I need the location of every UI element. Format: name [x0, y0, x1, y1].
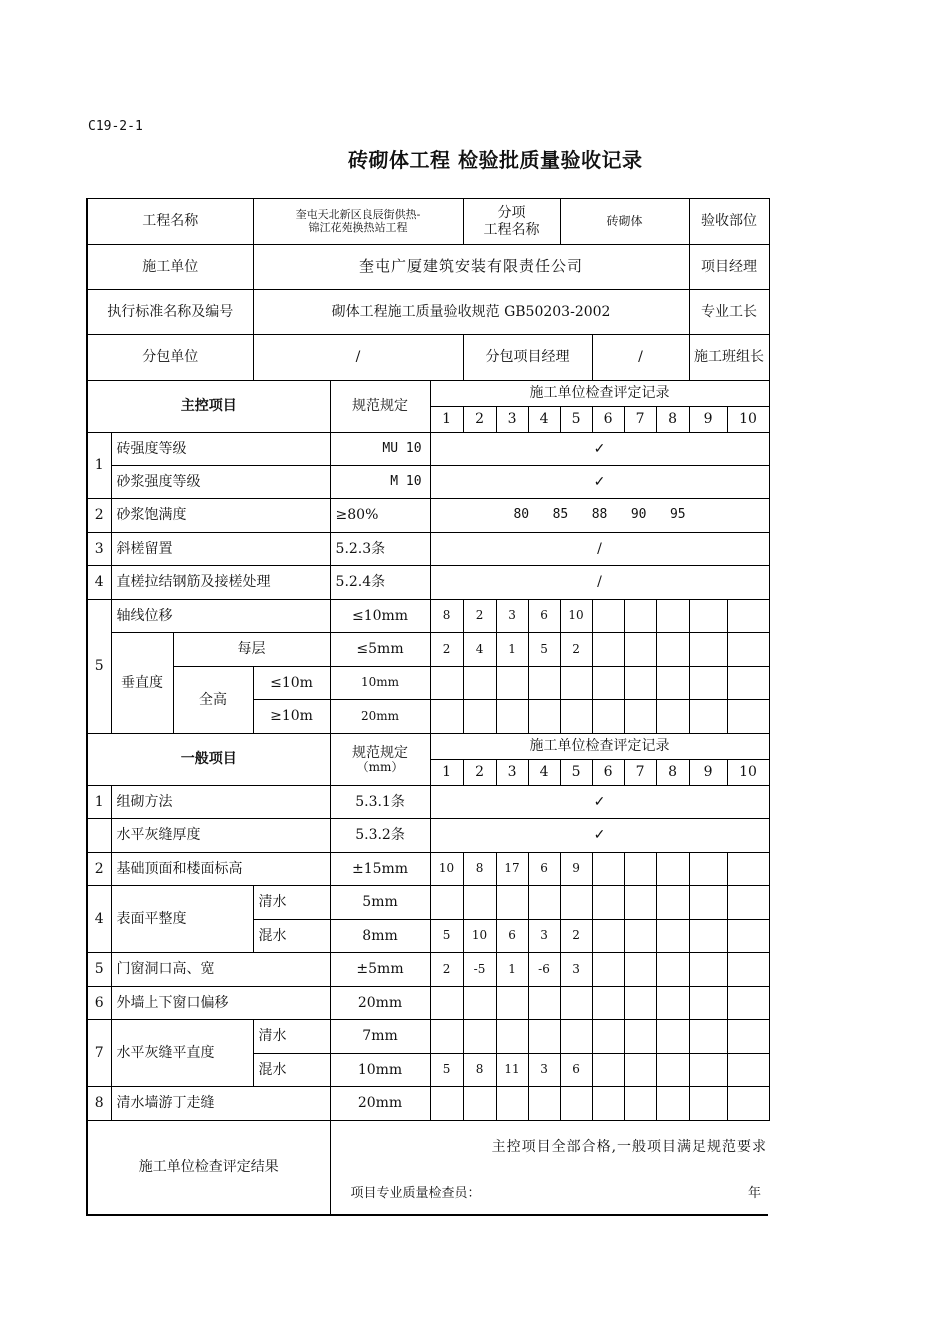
sub-type-label: 混水: [253, 920, 330, 953]
measure-cell: [463, 700, 496, 734]
item-spec: 5.3.1条: [330, 786, 430, 819]
measure-cell: -6: [528, 953, 560, 987]
item-no: 5: [87, 953, 111, 987]
item-label: 门窗洞口高、宽: [111, 953, 330, 987]
measure-cell: 3: [496, 600, 528, 633]
measure-cell: [592, 953, 624, 987]
col-num: 6: [592, 760, 624, 786]
item-spec: 5.3.2条: [330, 819, 430, 853]
inspector-label: 项目专业质量检查员：: [350, 1186, 481, 1202]
sub-project-label-line1: 分项: [497, 205, 526, 222]
measure-cell: [624, 633, 656, 667]
col-num: 7: [624, 760, 656, 786]
item-spec: 5.2.4条: [330, 566, 430, 600]
measure-cell: 5: [528, 633, 560, 667]
measure-cell: 2: [560, 633, 592, 667]
item-spec: 7mm: [330, 1020, 430, 1054]
table-row: [87, 786, 769, 819]
vertical-label: 垂直度: [111, 633, 173, 734]
measure-cell: [656, 987, 689, 1020]
measure-cell: [624, 920, 656, 953]
col-num: 8: [656, 407, 689, 433]
item-no: 2: [87, 853, 111, 886]
measure-cell: [727, 987, 769, 1020]
general-spec-heading: [330, 734, 430, 786]
col-num: 1: [430, 760, 463, 786]
measure-cell: [624, 886, 656, 920]
main-control-header: [87, 381, 769, 407]
subcontractor-value: /: [253, 335, 463, 381]
col-num: 10: [727, 760, 769, 786]
sub-type-label: 混水: [253, 1054, 330, 1087]
item-no: 3: [87, 533, 111, 566]
item-no: 1: [87, 786, 111, 819]
item-no: 1: [87, 433, 111, 499]
item-no: 4: [87, 566, 111, 600]
item-label: 轴线位移: [111, 600, 330, 633]
measure-cell: [430, 987, 463, 1020]
table-row: [87, 667, 769, 700]
col-num: 7: [624, 407, 656, 433]
measure-cell: [560, 1020, 592, 1054]
main-spec-heading: 规范规定: [330, 381, 430, 433]
col-num: 4: [528, 760, 560, 786]
item-label: 砂浆饱满度: [111, 499, 330, 533]
item-label: 清水墙游丁走缝: [111, 1087, 330, 1121]
measure-cell: [727, 1020, 769, 1054]
item-result: /: [430, 533, 769, 566]
measure-cell: [592, 886, 624, 920]
inspection-record-table: [86, 198, 770, 1216]
bottom-rule: [328, 1214, 768, 1216]
table-row: [87, 1087, 769, 1121]
measure-cell: [592, 700, 624, 734]
item-spec: 20mm: [330, 987, 430, 1020]
item-label: 砖强度等级: [111, 433, 330, 466]
info-row-standard: [87, 290, 769, 335]
sub-project-label-line2: 工程名称: [483, 221, 540, 238]
col-num: 3: [496, 407, 528, 433]
check-mark: ✓: [430, 433, 769, 466]
col-num: 3: [496, 760, 528, 786]
measure-cell: [528, 1087, 560, 1121]
measure-cell: 2: [430, 633, 463, 667]
measure-cell: 6: [496, 920, 528, 953]
table-row: [87, 633, 769, 667]
info-row-project: [87, 199, 769, 245]
sub-project-label: [463, 199, 560, 245]
project-name-line2: 锦江花苑换热站工程: [308, 220, 408, 234]
item-no: 2: [87, 499, 111, 533]
item-no: 4: [87, 886, 111, 953]
measure-cell: [727, 1087, 769, 1121]
measure-cell: 11: [496, 1054, 528, 1087]
col-num: 5: [560, 760, 592, 786]
item-spec: 5mm: [330, 886, 430, 920]
measure-cell: [528, 886, 560, 920]
foreman-label: 专业工长: [689, 290, 769, 335]
measure-cell: 10: [463, 920, 496, 953]
item-spec: M 10: [330, 466, 430, 499]
measure-cell: [560, 700, 592, 734]
col-num: 8: [656, 760, 689, 786]
measure-cell: [656, 953, 689, 987]
measure-cell: 8: [430, 600, 463, 633]
col-num: 2: [463, 760, 496, 786]
measure-cell: [727, 633, 769, 667]
measure-cell: [560, 886, 592, 920]
measure-cell: [689, 987, 727, 1020]
measure-cell: [656, 600, 689, 633]
project-manager-label: 项目经理: [689, 245, 769, 290]
item-no: 8: [87, 1087, 111, 1121]
measure-cell: [430, 1087, 463, 1121]
measure-cell: [689, 1054, 727, 1087]
measure-cell: [592, 920, 624, 953]
acceptance-part-label: 验收部位: [689, 199, 769, 245]
full-height-label: 全高: [173, 667, 253, 734]
measure-cell: [496, 1087, 528, 1121]
measure-cell: [689, 600, 727, 633]
general-heading: 一般项目: [87, 734, 330, 786]
measure-cell: [592, 987, 624, 1020]
item-no: [87, 819, 111, 853]
measure-cell: [656, 667, 689, 700]
measure-cell: [463, 987, 496, 1020]
project-name-label: 工程名称: [87, 199, 253, 245]
table-row: [87, 819, 769, 853]
measure-cell: [656, 886, 689, 920]
check-mark: ✓: [430, 466, 769, 499]
measure-cell: 5: [430, 1054, 463, 1087]
measure-cell: [592, 1087, 624, 1121]
measure-cell: 9: [560, 853, 592, 886]
info-row-contractor: [87, 245, 769, 290]
item-label: 组砌方法: [111, 786, 330, 819]
item-no: 6: [87, 987, 111, 1020]
info-row-subcontractor: [87, 335, 769, 381]
measure-cell: 2: [463, 600, 496, 633]
general-spec-heading-line1: 规范规定: [352, 744, 409, 761]
measure-cell: [560, 1087, 592, 1121]
measure-cell: [624, 853, 656, 886]
measure-cell: [592, 1054, 624, 1087]
measure-cell: [689, 953, 727, 987]
standard-label: 执行标准名称及编号: [87, 290, 253, 335]
item-label: 基础顶面和楼面标高: [111, 853, 330, 886]
measure-cell: 4: [463, 633, 496, 667]
measure-cell: [727, 600, 769, 633]
item-label: 外墙上下窗口偏移: [111, 987, 330, 1020]
measure-cell: [430, 667, 463, 700]
item-label: 水平灰缝平直度: [111, 1020, 253, 1087]
measure-cell: 6: [528, 600, 560, 633]
table-row: [87, 566, 769, 600]
sub-type-label: 清水: [253, 886, 330, 920]
item-no: 7: [87, 1020, 111, 1087]
measure-cell: [727, 667, 769, 700]
main-control-heading: 主控项目: [87, 381, 330, 433]
measure-cell: -5: [463, 953, 496, 987]
measure-cell: [560, 987, 592, 1020]
measure-cell: 5: [430, 920, 463, 953]
measure-cell: [528, 700, 560, 734]
result-label: 施工单位检查评定结果: [87, 1121, 330, 1215]
item-label: 砂浆强度等级: [111, 466, 330, 499]
year-label: 年: [748, 1186, 762, 1202]
item-label: 表面平整度: [111, 886, 253, 953]
result-conclusion: 主控项目全部合格,一般项目满足规范要求: [491, 1139, 768, 1156]
measure-cell: [727, 953, 769, 987]
measure-cell: [496, 886, 528, 920]
measure-cell: 8: [463, 853, 496, 886]
measure-cell: [689, 633, 727, 667]
col-num: 10: [727, 407, 769, 433]
measure-cell: [624, 1020, 656, 1054]
item-spec: ≤10mm: [330, 600, 430, 633]
measure-cell: [463, 667, 496, 700]
measure-cell: [689, 1087, 727, 1121]
fh-range-label: ≥10m: [253, 700, 330, 734]
item-result: 80 85 88 90 95: [430, 499, 769, 533]
measure-cell: [656, 1054, 689, 1087]
measure-cell: [463, 1020, 496, 1054]
measure-cell: [689, 667, 727, 700]
measure-cell: [528, 667, 560, 700]
result-content: [330, 1121, 769, 1215]
measure-cell: [592, 1020, 624, 1054]
measure-cell: [624, 953, 656, 987]
table-row: [87, 853, 769, 886]
table-row: [87, 886, 769, 920]
general-header: [87, 734, 769, 760]
item-spec: ≤5mm: [330, 633, 430, 667]
item-no: 5: [87, 600, 111, 734]
item-spec: 8mm: [330, 920, 430, 953]
measure-cell: 8: [463, 1054, 496, 1087]
item-spec: 10mm: [330, 1054, 430, 1087]
measure-cell: [624, 667, 656, 700]
measure-cell: [624, 700, 656, 734]
measure-cell: [430, 700, 463, 734]
measure-cell: [656, 1087, 689, 1121]
measure-cell: [592, 600, 624, 633]
measure-cell: [689, 920, 727, 953]
table-row: [87, 987, 769, 1020]
measure-cell: [624, 600, 656, 633]
measure-cell: [496, 700, 528, 734]
measure-cell: [656, 1020, 689, 1054]
item-spec: 10mm: [330, 667, 430, 700]
table-row: [87, 533, 769, 566]
sub-type-label: 清水: [253, 1020, 330, 1054]
measure-cell: [430, 1020, 463, 1054]
measure-cell: [624, 1054, 656, 1087]
sub-pm-label: 分包项目经理: [463, 335, 592, 381]
item-label: 水平灰缝厚度: [111, 819, 330, 853]
sub-project-value: 砖砌体: [560, 199, 689, 245]
col-num: 9: [689, 760, 727, 786]
measure-cell: [496, 667, 528, 700]
col-num: 6: [592, 407, 624, 433]
measure-cell: [496, 987, 528, 1020]
measure-cell: 3: [560, 953, 592, 987]
table-row: [87, 466, 769, 499]
measure-cell: [656, 920, 689, 953]
item-spec: ±5mm: [330, 953, 430, 987]
main-record-heading: 施工单位检查评定记录: [430, 381, 769, 407]
measure-cell: 6: [560, 1054, 592, 1087]
fh-range-label: ≤10m: [253, 667, 330, 700]
measure-cell: 2: [430, 953, 463, 987]
measure-cell: [656, 853, 689, 886]
check-mark: ✓: [430, 819, 769, 853]
measure-cell: [727, 886, 769, 920]
table-row: [87, 600, 769, 633]
contractor-label: 施工单位: [87, 245, 253, 290]
result-row: [87, 1121, 769, 1215]
measure-cell: 1: [496, 633, 528, 667]
table-row: [87, 953, 769, 987]
project-name-value: [253, 199, 463, 245]
form-code: C19-2-1: [88, 119, 143, 134]
result-block: [331, 1121, 770, 1214]
item-label: 直槎拉结钢筋及接槎处理: [111, 566, 330, 600]
standard-value: 砌体工程施工质量验收规范 GB50203-2002: [253, 290, 689, 335]
measure-cell: 10: [430, 853, 463, 886]
measure-cell: [463, 1087, 496, 1121]
measure-cell: [528, 1020, 560, 1054]
sub-pm-value: /: [592, 335, 689, 381]
item-spec: ±15mm: [330, 853, 430, 886]
measure-cell: 6: [528, 853, 560, 886]
measure-cell: [624, 1087, 656, 1121]
measure-cell: [689, 853, 727, 886]
measure-cell: 10: [560, 600, 592, 633]
table-row: [87, 499, 769, 533]
item-spec: ≥80%: [330, 499, 430, 533]
measure-cell: [689, 886, 727, 920]
item-spec: 20mm: [330, 1087, 430, 1121]
general-spec-heading-line2: （mm）: [356, 759, 404, 774]
subcontractor-label: 分包单位: [87, 335, 253, 381]
col-num: 5: [560, 407, 592, 433]
measure-cell: [592, 853, 624, 886]
measure-cell: 3: [528, 920, 560, 953]
team-leader-label: 施工班组长: [689, 335, 769, 381]
item-result: /: [430, 566, 769, 600]
col-num: 9: [689, 407, 727, 433]
page-title: 砖砌体工程 检验批质量验收记录: [348, 148, 643, 172]
measure-cell: [592, 633, 624, 667]
measure-cell: [727, 700, 769, 734]
item-spec: MU 10: [330, 433, 430, 466]
item-label: 斜槎留置: [111, 533, 330, 566]
measure-cell: [689, 1020, 727, 1054]
general-record-heading: 施工单位检查评定记录: [430, 734, 769, 760]
measure-cell: [727, 920, 769, 953]
measure-cell: [592, 667, 624, 700]
measure-cell: [656, 633, 689, 667]
measure-cell: 2: [560, 920, 592, 953]
measure-cell: [560, 667, 592, 700]
measure-cell: [496, 1020, 528, 1054]
table-row: [87, 433, 769, 466]
measure-cell: [624, 987, 656, 1020]
table-row: [87, 1020, 769, 1054]
measure-cell: [689, 700, 727, 734]
measure-cell: [727, 1054, 769, 1087]
contractor-value: 奎屯广厦建筑安装有限责任公司: [253, 245, 689, 290]
measure-cell: [528, 987, 560, 1020]
measure-cell: 17: [496, 853, 528, 886]
col-num: 1: [430, 407, 463, 433]
check-mark: ✓: [430, 786, 769, 819]
measure-cell: 1: [496, 953, 528, 987]
measure-cell: [727, 853, 769, 886]
measure-cell: [463, 886, 496, 920]
col-num: 4: [528, 407, 560, 433]
item-spec: 20mm: [330, 700, 430, 734]
measure-cell: [656, 700, 689, 734]
item-spec: 5.2.3条: [330, 533, 430, 566]
per-floor-label: 每层: [173, 633, 330, 667]
measure-cell: 3: [528, 1054, 560, 1087]
project-name-line1: 奎屯天北新区良辰街供热-: [295, 207, 421, 221]
col-num: 2: [463, 407, 496, 433]
measure-cell: [430, 886, 463, 920]
